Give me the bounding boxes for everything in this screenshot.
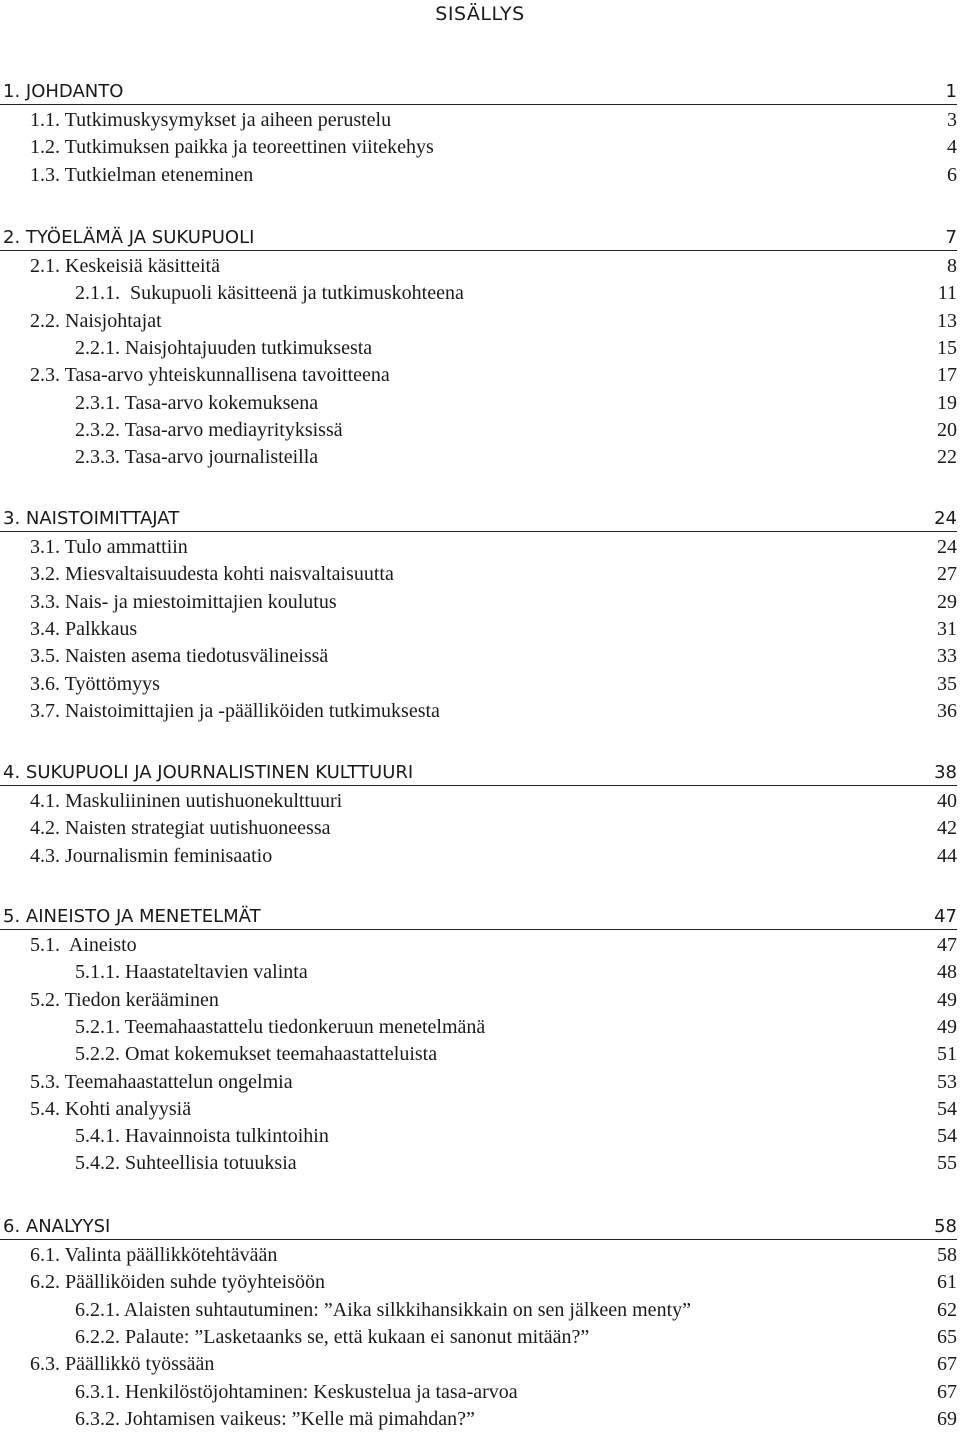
- toc-section-row[interactable]: [0, 932, 957, 958]
- toc-section-row[interactable]: [0, 308, 957, 334]
- chapter-page-number: 7: [945, 227, 957, 248]
- toc-subsection-row[interactable]: [0, 1324, 957, 1350]
- section-title: 2.2.1. Naisjohtajuuden tutkimuksesta: [75, 337, 373, 359]
- page-title: SISÄLLYS: [435, 3, 525, 25]
- section-page-number: 6: [947, 164, 957, 186]
- section-page-number: 24: [937, 536, 957, 558]
- section-title: 6.2. Päälliköiden suhde työyhteisöön: [30, 1271, 325, 1293]
- toc-section-row[interactable]: [0, 698, 957, 724]
- section-page-number: 20: [937, 419, 957, 441]
- section-page-number: 17: [937, 364, 957, 386]
- section-page-number: 49: [937, 989, 957, 1011]
- toc-subsection-row[interactable]: [0, 1150, 957, 1176]
- toc-section-row[interactable]: [0, 843, 957, 869]
- section-page-number: 51: [937, 1043, 957, 1065]
- section-title: 3.3. Nais- ja miestoimittajien koulutus: [30, 591, 337, 613]
- toc-section-row[interactable]: [0, 643, 957, 669]
- chapter-title: 2. TYÖELÄMÄ JA SUKUPUOLI: [3, 227, 255, 248]
- toc-section-row[interactable]: [0, 362, 957, 388]
- toc-subsection-row[interactable]: [0, 1014, 957, 1040]
- toc-subsection-row[interactable]: [0, 1379, 957, 1405]
- toc-section-row[interactable]: [0, 589, 957, 615]
- section-title: 6.3.2. Johtamisen vaikeus: ”Kelle mä pimahdan?”: [75, 1408, 475, 1430]
- section-title: 1.2. Tutkimuksen paikka ja teoreettinen viitekehys: [30, 136, 434, 158]
- toc-subsection-row[interactable]: [0, 1123, 957, 1149]
- toc-section-row[interactable]: [0, 1096, 957, 1122]
- section-page-number: 11: [937, 282, 957, 304]
- section-title: 2.3.3. Tasa-arvo journalisteilla: [75, 446, 319, 468]
- toc-section-row[interactable]: [0, 162, 957, 188]
- toc-section-row[interactable]: [0, 1269, 957, 1295]
- toc-section-row[interactable]: [0, 134, 957, 160]
- section-title: 5.2. Tiedon kerääminen: [30, 989, 219, 1011]
- toc-chapter-row[interactable]: [0, 226, 957, 251]
- section-title: 5.3. Teemahaastattelun ongelmia: [30, 1071, 293, 1093]
- chapter-page-number: 1: [945, 81, 957, 102]
- section-title: 4.1. Maskuliininen uutishuonekulttuuri: [30, 790, 343, 812]
- section-title: 3.7. Naistoimittajien ja -päälliköiden tutkimuksesta: [30, 700, 440, 722]
- toc-section-row[interactable]: [0, 815, 957, 841]
- toc-section-row[interactable]: [0, 107, 957, 133]
- toc-chapter-row[interactable]: [0, 507, 957, 532]
- section-title: 6.2.2. Palaute: ”Lasketaanks se, että kukaan ei sanonut mitään?”: [75, 1326, 590, 1348]
- section-page-number: 29: [937, 591, 957, 613]
- toc-section-row[interactable]: [0, 561, 957, 587]
- chapter-page-number: 47: [934, 906, 957, 927]
- section-page-number: 27: [937, 563, 957, 585]
- toc-subsection-row[interactable]: [0, 417, 957, 443]
- section-title: 2.3.2. Tasa-arvo mediayrityksissä: [75, 419, 343, 441]
- section-title: 6.3. Päällikkö työssään: [30, 1353, 215, 1375]
- section-title: 2.1. Keskeisiä käsitteitä: [30, 255, 220, 277]
- toc-section-row[interactable]: [0, 1242, 957, 1268]
- section-page-number: 40: [937, 790, 957, 812]
- section-page-number: 15: [937, 337, 957, 359]
- chapter-page-number: 58: [934, 1216, 957, 1237]
- toc-subsection-row[interactable]: [0, 335, 957, 361]
- section-title: 5.4. Kohti analyysiä: [30, 1098, 192, 1120]
- section-title: 3.2. Miesvaltaisuudesta kohti naisvaltaisuutta: [30, 563, 394, 585]
- section-page-number: 13: [937, 310, 957, 332]
- section-page-number: 36: [937, 700, 957, 722]
- section-page-number: 35: [937, 673, 957, 695]
- section-title: 3.5. Naisten asema tiedotusvälineissä: [30, 645, 329, 667]
- section-title: 2.2. Naisjohtajat: [30, 310, 162, 332]
- section-page-number: 33: [937, 645, 957, 667]
- chapter-title: 3. NAISTOIMITTAJAT: [3, 508, 180, 529]
- section-page-number: 55: [937, 1152, 957, 1174]
- toc-section-row[interactable]: [0, 987, 957, 1013]
- toc-subsection-row[interactable]: [0, 1041, 957, 1067]
- section-page-number: 54: [937, 1098, 957, 1120]
- toc-section-row[interactable]: [0, 253, 957, 279]
- section-page-number: 65: [937, 1326, 957, 1348]
- section-title: 4.2. Naisten strategiat uutishuoneessa: [30, 817, 331, 839]
- section-page-number: 62: [937, 1299, 957, 1321]
- section-page-number: 67: [937, 1353, 957, 1375]
- section-title: 5.1. Aineisto: [30, 934, 137, 956]
- section-title: 6.2.1. Alaisten suhtautuminen: ”Aika silkkihansikkain on sen jälkeen menty”: [75, 1299, 691, 1321]
- section-page-number: 58: [937, 1244, 957, 1266]
- toc-section-row[interactable]: [0, 671, 957, 697]
- section-page-number: 53: [937, 1071, 957, 1093]
- toc-chapter-row[interactable]: [0, 80, 957, 105]
- toc-subsection-row[interactable]: [0, 959, 957, 985]
- toc-chapter-row[interactable]: [0, 905, 957, 930]
- section-page-number: 61: [937, 1271, 957, 1293]
- section-title: 1.3. Tutkielman eteneminen: [30, 164, 254, 186]
- section-page-number: 69: [937, 1408, 957, 1430]
- toc-section-row[interactable]: [0, 616, 957, 642]
- section-title: 2.3. Tasa-arvo yhteiskunnallisena tavoitteena: [30, 364, 390, 386]
- chapter-page-number: 24: [934, 508, 957, 529]
- section-page-number: 22: [937, 446, 957, 468]
- toc-chapter-row[interactable]: [0, 1215, 957, 1240]
- chapter-title: 1. JOHDANTO: [3, 81, 124, 102]
- section-title: 5.2.2. Omat kokemukset teemahaastatteluista: [75, 1043, 438, 1065]
- toc-chapter-row[interactable]: [0, 761, 957, 786]
- chapter-page-number: 38: [934, 762, 957, 783]
- section-page-number: 8: [947, 255, 957, 277]
- section-title: 5.4.1. Havainnoista tulkintoihin: [75, 1125, 329, 1147]
- section-page-number: 44: [937, 845, 957, 867]
- section-title: 1.1. Tutkimuskysymykset ja aiheen perustelu: [30, 109, 392, 131]
- section-title: 3.1. Tulo ammattiin: [30, 536, 188, 558]
- toc-section-row[interactable]: [0, 534, 957, 560]
- section-page-number: 4: [947, 136, 957, 158]
- section-page-number: 54: [937, 1125, 957, 1147]
- toc-subsection-row[interactable]: [0, 390, 957, 416]
- toc-subsection-row[interactable]: [0, 1297, 957, 1323]
- section-title: 2.3.1. Tasa-arvo kokemuksena: [75, 392, 319, 414]
- section-page-number: 42: [937, 817, 957, 839]
- chapter-title: 5. AINEISTO JA MENETELMÄT: [3, 906, 261, 927]
- chapter-title: 4. SUKUPUOLI JA JOURNALISTINEN KULTTUURI: [3, 762, 414, 783]
- toc-section-row[interactable]: [0, 788, 957, 814]
- section-page-number: 67: [937, 1381, 957, 1403]
- section-title: 5.2.1. Teemahaastattelu tiedonkeruun menetelmänä: [75, 1016, 486, 1038]
- section-title: 5.4.2. Suhteellisia totuuksia: [75, 1152, 297, 1174]
- section-title: 5.1.1. Haastateltavien valinta: [75, 961, 308, 983]
- toc-section-row[interactable]: [0, 1351, 957, 1377]
- chapter-title: 6. ANALYYSI: [3, 1216, 111, 1237]
- section-page-number: 49: [937, 1016, 957, 1038]
- section-title: 3.6. Työttömyys: [30, 673, 160, 695]
- section-page-number: 3: [947, 109, 957, 131]
- toc-section-row[interactable]: [0, 1069, 957, 1095]
- section-title: 6.1. Valinta päällikkötehtävään: [30, 1244, 278, 1266]
- section-page-number: 47: [937, 934, 957, 956]
- section-page-number: 31: [937, 618, 957, 640]
- section-title: 6.3.1. Henkilöstöjohtaminen: Keskustelua ja tasa-arvoa: [75, 1381, 518, 1403]
- section-title: 3.4. Palkkaus: [30, 618, 138, 640]
- section-title: 4.3. Journalismin feminisaatio: [30, 845, 273, 867]
- section-page-number: 19: [937, 392, 957, 414]
- toc-subsection-row[interactable]: [0, 280, 957, 306]
- toc-subsection-row[interactable]: [0, 1406, 957, 1432]
- toc-subsection-row[interactable]: [0, 444, 957, 470]
- section-title: 2.1.1. Sukupuoli käsitteenä ja tutkimuskohteena: [75, 282, 464, 304]
- section-page-number: 48: [937, 961, 957, 983]
